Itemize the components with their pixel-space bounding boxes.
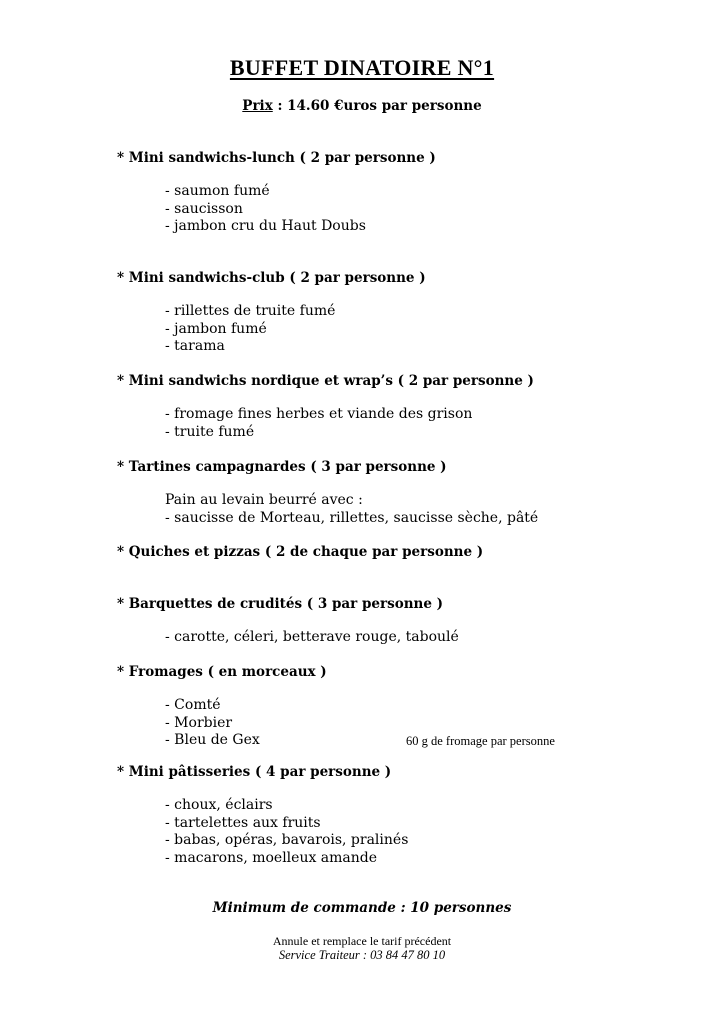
section-items [165,406,472,441]
section-items [165,697,260,750]
list-item: - saucisson [165,200,243,217]
section-heading: * Mini pâtisseries ( 4 par personne ) [117,764,392,780]
section-items [165,797,408,867]
list-item: - choux, éclairs [165,797,273,813]
section-items [165,303,335,356]
list-item: - fromage fines herbes et viande des grison [165,406,473,422]
minimum-order: Minimum de commande : 10 personnes [212,900,512,916]
price-label: Prix [242,98,273,114]
section-heading: * Mini sandwichs-club ( 2 par personne ) [117,270,426,286]
document-title: BUFFET DINATOIRE N°1 [229,55,495,80]
section-heading: * Quiches et pizzas ( 2 de chaque par personne ) [117,544,484,560]
list-item: - jambon cru du Haut Doubs [165,218,366,234]
cheese-quantity-note: 60 g de fromage par personne [406,734,555,748]
section-heading: * Fromages ( en morceaux ) [117,664,327,680]
section-items [165,629,459,647]
footer-notice: Annule et remplace le tarif précédent [272,934,452,948]
price-line [0,98,724,114]
list-item: - macarons, moelleux amande [165,849,378,866]
list-item: - tarama [165,338,225,354]
section-heading: * Barquettes de crudités ( 3 par personne ) [117,596,444,612]
section-items [165,183,366,236]
list-item: Pain au levain beurré avec : [165,492,363,508]
list-item: - truite fumé [165,423,255,440]
list-item: - rillettes de truite fumé [165,303,336,319]
list-item: - saucisse de Morteau, rillettes, saucisse sèche, pâté [165,509,539,526]
section-heading: * Mini sandwichs-lunch ( 2 par personne ) [117,150,436,166]
list-item: - saumon fumé [165,183,270,199]
list-item: - Bleu de Gex [165,732,260,748]
section-heading: * Tartines campagnardes ( 3 par personne ) [117,459,447,475]
section-items [165,492,538,527]
footer-contact: Service Traiteur : 03 84 47 80 10 [278,948,446,962]
list-item: - jambon fumé [165,320,267,337]
list-item: - Comté [165,697,221,713]
list-item: - carotte, céleri, betterave rouge, taboulé [165,629,459,645]
list-item: - Morbier [165,714,233,731]
list-item: - babas, opéras, bavarois, pralinés [165,832,409,848]
section-heading: * Mini sandwichs nordique et wrap’s ( 2 par personne ) [117,373,534,389]
list-item: - tartelettes aux fruits [165,814,321,831]
price-text: : 14.60 €uros par personne [272,98,482,114]
